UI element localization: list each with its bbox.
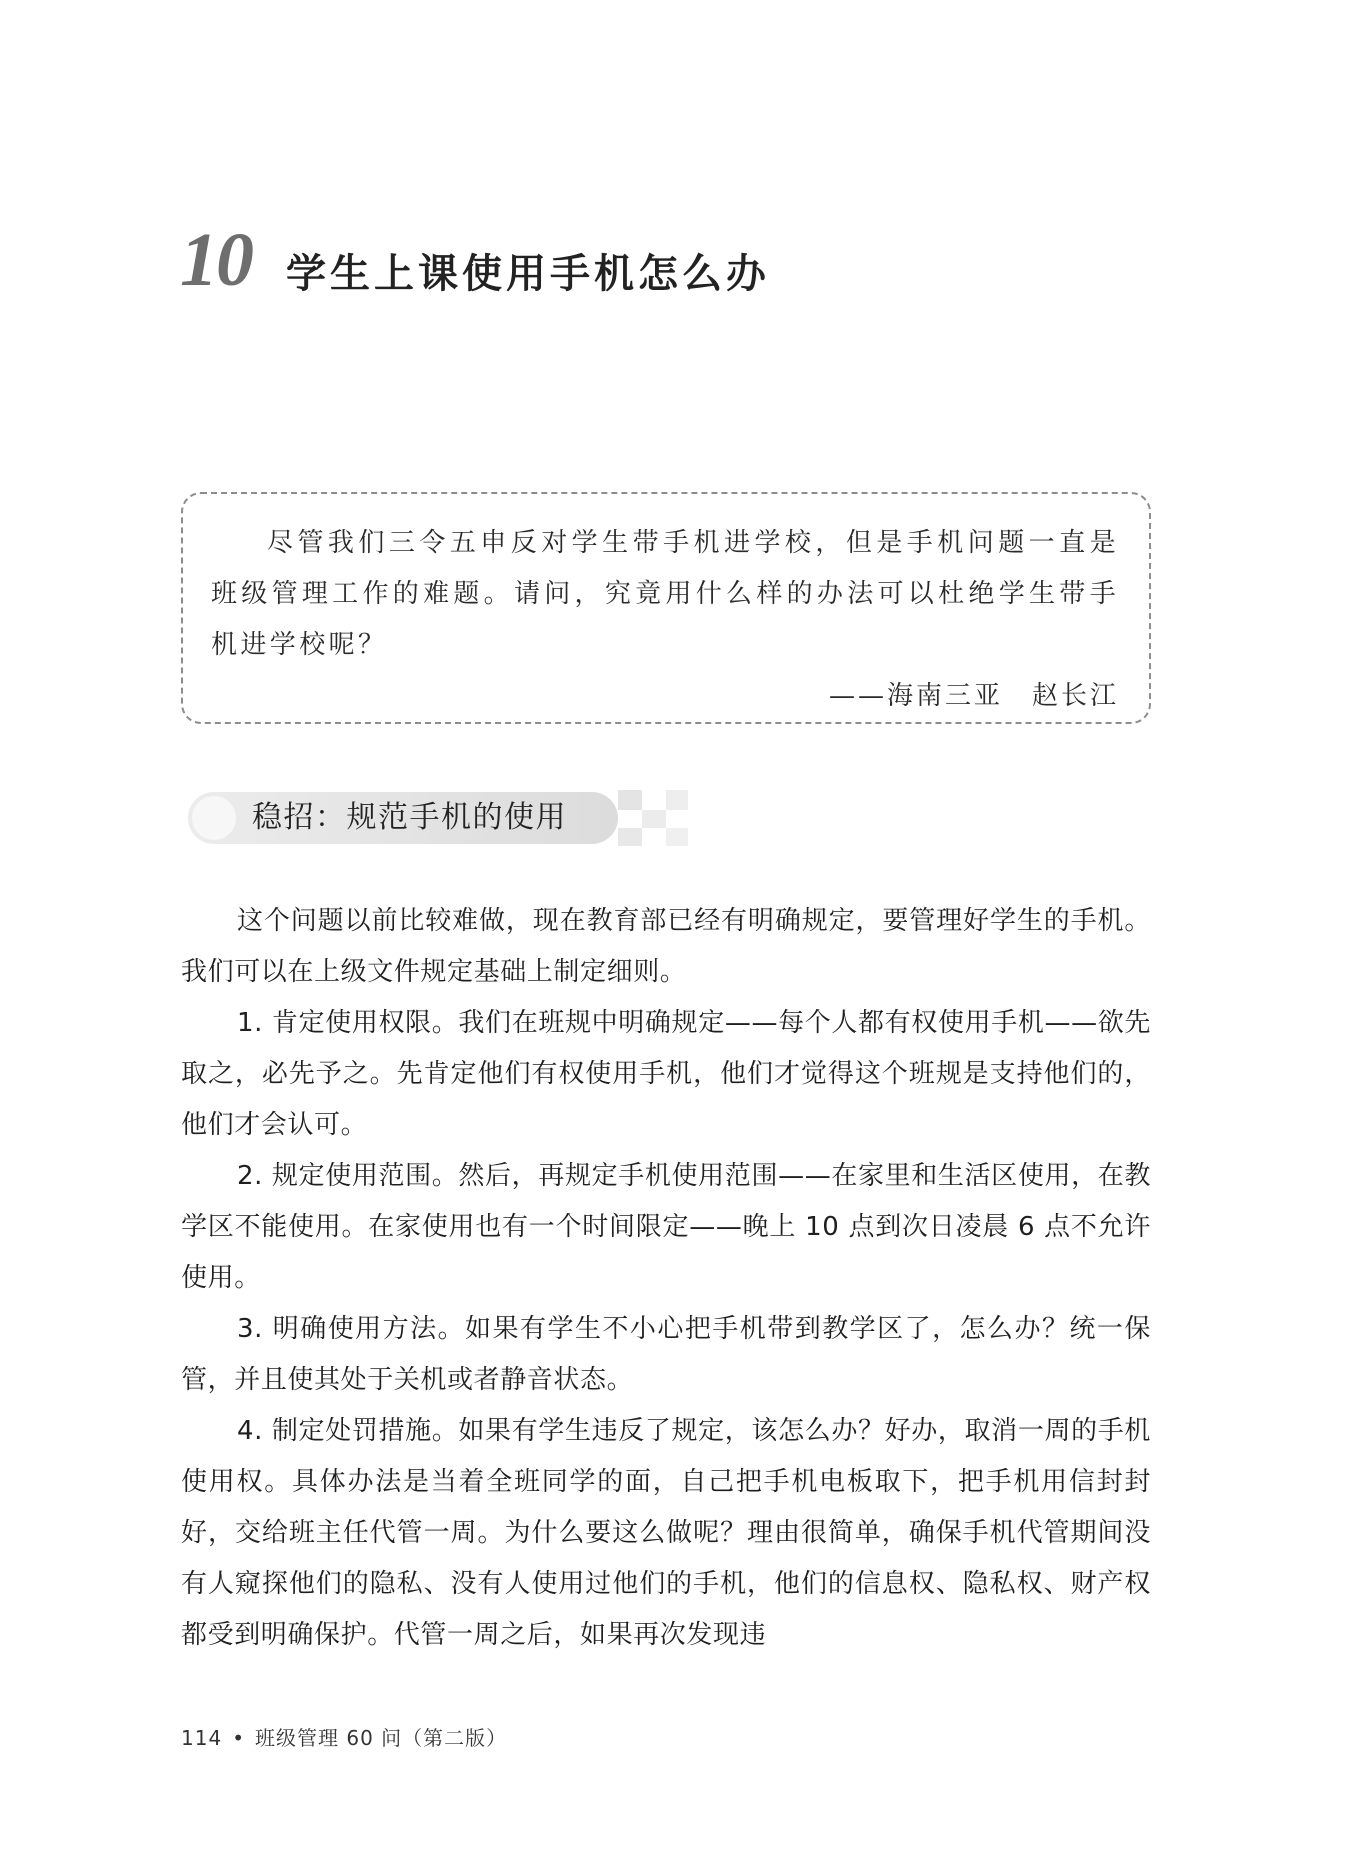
body-paragraph: 4. 制定处罚措施。如果有学生违反了规定，该怎么办？好办，取消一周的手机使用权。具体办法是当着全班同学的面，自己把手机电板取下，把手机用信封封好，交给班主任代管一周。为什么要这么做呢？理由很简单，确保手机代管期间没有人窥探他们的隐私、没有人使用过他们的手机，他们的信息权、隐私权、财产权都受到明确保护。代管一周之后，如果再次发现违	[181, 1416, 1151, 1650]
circle-icon	[192, 796, 236, 840]
section-heading: 稳招：规范手机的使用	[252, 800, 567, 835]
chapter-number: 10	[180, 218, 252, 302]
checker-square	[618, 790, 642, 810]
chapter-title: 学生上课使用手机怎么办	[286, 251, 770, 297]
body-paragraph: 3. 明确使用方法。如果有学生不小心把手机带到教学区了，怎么办？统一保管，并且使其处于关机或者静音状态。	[181, 1314, 1151, 1395]
checker-square	[618, 828, 642, 846]
body-paragraph: 这个问题以前比较难做，现在教育部已经有明确规定，要管理好学生的手机。我们可以在上级文件规定基础上制定细则。	[181, 906, 1151, 987]
book-title: 班级管理 60 问（第二版）	[254, 1726, 508, 1750]
footer-separator: •	[232, 1726, 245, 1750]
checker-square	[666, 790, 688, 810]
question-text: 尽管我们三令五申反对学生带手机进学校，但是手机问题一直是班级管理工作的难题。请问，究竟用什么样的办法可以杜绝学生带手机进学校呢？	[211, 528, 1119, 660]
question-signature: ——海南三亚 赵长江	[828, 681, 1119, 711]
body-text	[181, 896, 1151, 1661]
section-heading-bar	[188, 790, 698, 846]
body-paragraph: 2. 规定使用范围。然后，再规定手机使用范围——在家里和生活区使用，在教学区不能使用。在家使用也有一个时间限定——晚上 10 点到次日凌晨 6 点不允许使用。	[181, 1161, 1151, 1293]
checker-square	[666, 828, 688, 846]
page-number: 114	[181, 1726, 223, 1750]
question-box	[181, 492, 1151, 724]
checker-square	[642, 810, 666, 828]
body-paragraph: 1. 肯定使用权限。我们在班规中明确规定——每个人都有权使用手机——欲先取之，必先予之。先肯定他们有权使用手机，他们才觉得这个班规是支持他们的，他们才会认可。	[181, 1008, 1152, 1140]
page-footer	[181, 1722, 507, 1751]
